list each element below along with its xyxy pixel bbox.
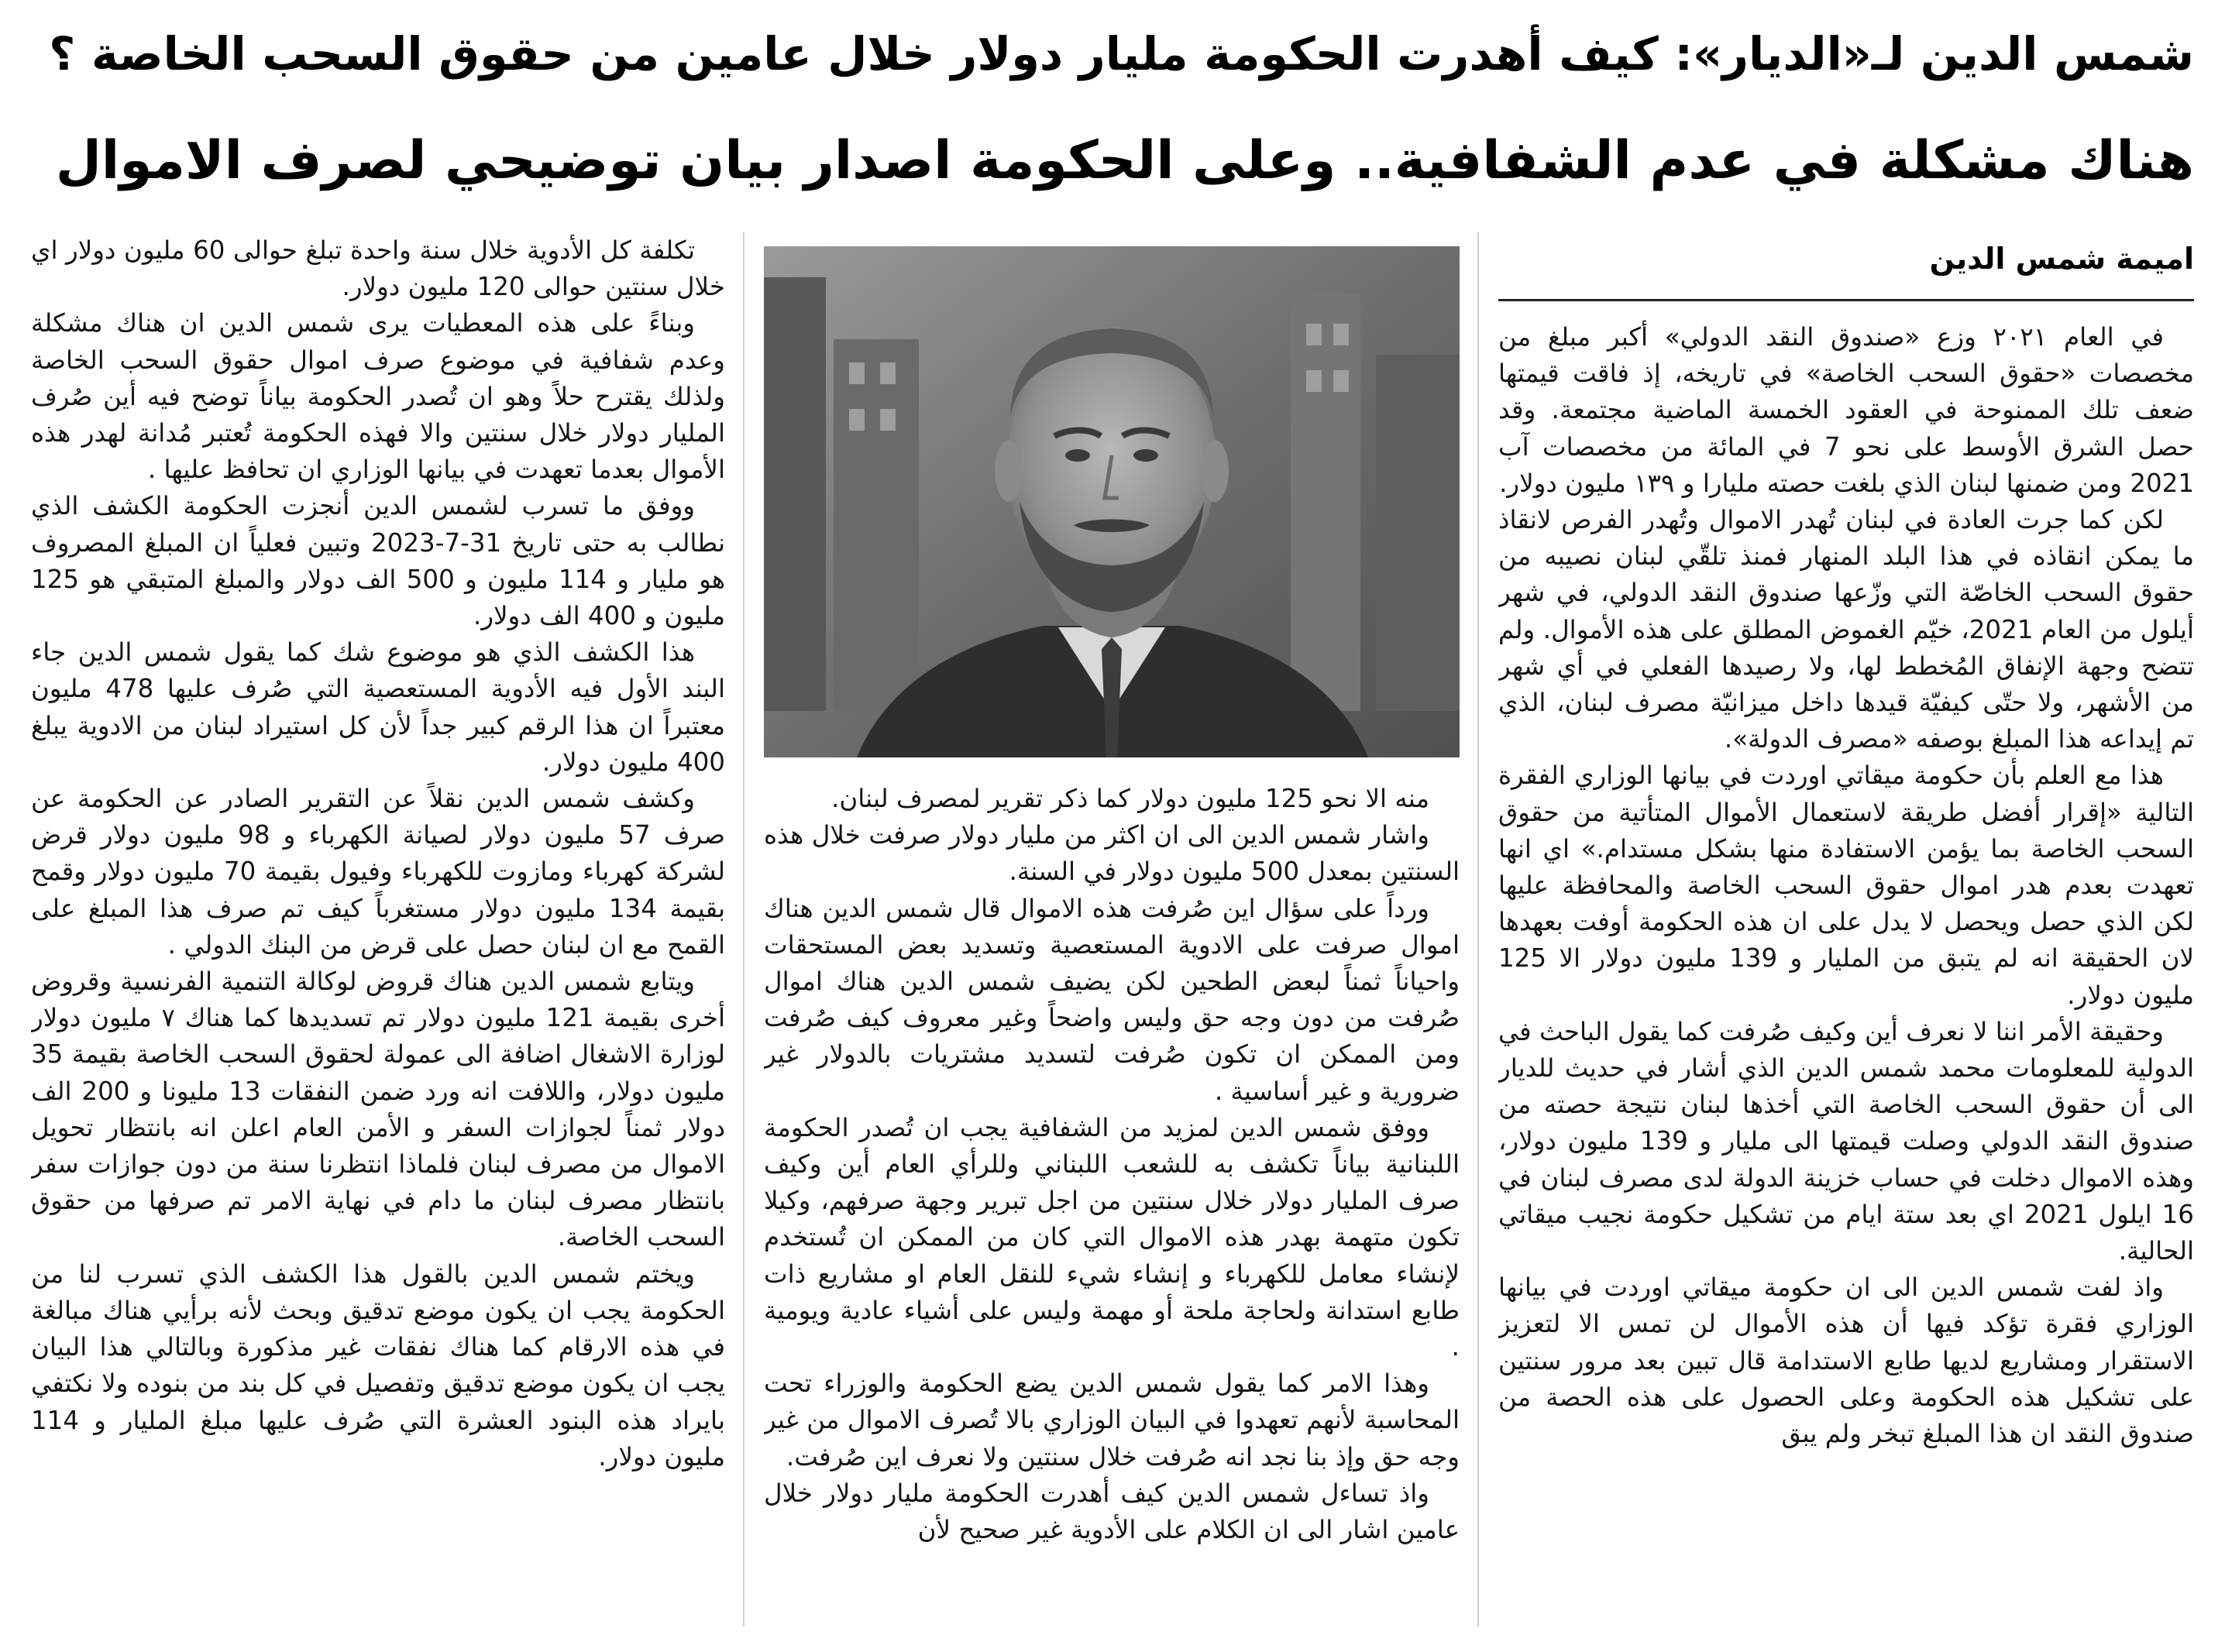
paragraph: ووفق ما تسرب لشمس الدين أنجزت الحكومة الكشف الذي نطالب به حتى تاريخ 31-7-2023 وتبين فعلياً ان المبلغ المصروف هو مليار و 114 مليون و 500 الف دولار والمبلغ المتبقي هو 125 مليون و 400 الف دولار. [31, 491, 725, 631]
paragraph: هذا مع العلم بأن حكومة ميقاتي اوردت في بيانها الوزاري الفقرة التالية «إقرار أفضل طريقة لاستعمال الأموال المتأتية من حقوق السحب الخاصة بما يؤمن الاستفادة منها بشكل مستدام.» اي انها تعهدت بعدم هدر اموال حقوق السحب الخاصة والمحافظة عليها لكن الذي حصل ويحصل لا يدل على ان هذه الحكومة أوفت بعهدها لان الحقيقة انه لم يتبق من المليار و 139 مليون دولار الا 125 مليون دولار. [1498, 761, 2194, 1010]
paragraph: ورداً على سؤال اين صُرفت هذه الاموال قال شمس الدين هناك اموال صرفت على الادوية المستعصية وتسديد بعض المستحقات واحياناً ثمناً لبعض الطحين لكن يضيف شمس الدين هناك اموال صُرفت من دون وجه حق وليس واضحاً وغير معروف كيف صُرفت ومن الممكن ان تكون صُرفت لتسديد مشتريات بالدولار غير ضرورية و غير أساسية . [764, 893, 1460, 1106]
author-byline: اميمة شمس الدين [1929, 242, 2194, 276]
paragraph: وهذا الامر كما يقول شمس الدين يضع الحكومة والوزراء تحت المحاسبة لأنهم تعهدوا في البيان الوزاري بالا تُصرف الاموال من غير وجه حق وإذ بنا نجد انه صُرفت خلال سنتين ولا نعرف اين صُرفت. [764, 1369, 1460, 1472]
paragraph: ووفق شمس الدين لمزيد من الشفافية يجب ان تُصدر الحكومة اللبنانية بياناً تكشف به للشعب اللبناني وللرأي العام أين وكيف صرف المليار دولار خلال سنتين من اجل تبرير وجهة صرفهم، وكيلا تكون متهمة بهدر هذه الاموال التي كان من الممكن ان تُستخدم لإنشاء معامل للكهرباء و إنشاء شيء للنقل العام او مشاريع ذات طابع استدانة ولحاجة ملحة أو مهمة وليس على أشياء عادية ويومية . [764, 1112, 1460, 1362]
paragraph: واشار شمس الدين الى ان اكثر من مليار دولار صرفت خلال هذه السنتين بمعدل 500 مليون دولار في السنة. [764, 820, 1460, 887]
paragraph: ويختم شمس الدين بالقول هذا الكشف الذي تسرب لنا من الحكومة يجب ان يكون موضع تدقيق وبحث لأنه برأيي هناك مبالغة في هذه الارقام كما هناك نفقات غير مذكورة وبالتالي هذا البيان يجب ان يكون موضع تدقيق وتفصيل في كل بند من بنوده ولا نكتفي بايراد هذه البنود العشرة التي صُرف عليها مبلغ المليار و 114 مليون دولار. [31, 1259, 725, 1472]
paragraph: منه الا نحو 125 مليون دولار كما ذكر تقرير لمصرف لبنان. [831, 784, 1429, 813]
paragraph: ويتابع شمس الدين هناك قروض لوكالة التنمية الفرنسية وقروض أخرى بقيمة 121 مليون دولار تم تسديدها كما هناك ٧ مليون دولار لوزارة الاشغال اضافة الى عمولة لحقوق السحب الخاصة بقيمة 35 مليون دولار، واللافت انه ورد ضمن النفقات 13 مليونا و 200 الف دولار ثمناً لجوازات السفر و الأمن العام اعلن انه بانتظار تحويل الاموال من مصرف لبنان فلماذا انتظرنا سنة من دون جوازات سفر بانتظار مصرف لبنان ما دام في نهاية الامر تم صرفها من حقوق السحب الخاصة. [31, 967, 725, 1252]
headline-line-2: هناك مشكلة في عدم الشفافية.. وعلى الحكومة اصدار بيان توضيحي لصرف الاموال [55, 130, 2194, 191]
paragraph: وبناءً على هذه المعطيات يرى شمس الدين ان هناك مشكلة وعدم شفافية في موضوع صرف اموال حقوق السحب الخاصة ولذلك يقترح حلاً وهو ان تُصدر الحكومة بياناً توضح فيه أين صُرف المليار دولار خلال سنتين والا فهذه الحكومة تُعتبر مُدانة لهدر هذه الأموال بعدما تعهدت في بيانها الوزاري ان تحافظ عليها . [31, 308, 725, 485]
article-column-right [1498, 319, 2194, 1636]
portrait-image [764, 246, 1460, 757]
paragraph: هذا الكشف الذي هو موضوع شك كما يقول شمس الدين جاء البند الأول فيه الأدوية المستعصية التي صُرف عليها 478 مليون معتبراً ان هذا الرقم كبير جداً لأن كل استيراد لبنان من الادوية يبلغ 400 مليون دولار. [31, 637, 725, 777]
portrait-photo [764, 246, 1460, 757]
article-column-left [31, 232, 725, 1626]
article-column-middle [764, 781, 1460, 1626]
paragraph: واذ تساءل شمس الدين كيف أهدرت الحكومة مليار دولار خلال عامين اشار الى ان الكلام على الأدوية غير صحيح لأن [764, 1478, 1460, 1545]
byline-divider [1498, 299, 2194, 301]
headline-line-1: شمس الدين لـ«الديار»: كيف أهدرت الحكومة مليار دولار خلال عامين من حقوق السحب الخاصة ؟ [49, 27, 2194, 81]
paragraph: تكلفة كل الأدوية خلال سنة واحدة تبلغ حوالى 60 مليون دولار اي خلال سنتين حوالى 120 مليون دولار. [31, 235, 725, 302]
paragraph: وحقيقة الأمر اننا لا نعرف أين وكيف صُرفت كما يقول الباحث في الدولية للمعلومات محمد شمس الدين الذي أشار في حديث للديار الى أن حقوق السحب الخاصة التي أخذها لبنان نتيجة حصته من صندوق النقد الدولي وصلت قيمتها الى مليار و 139 مليون دولار، وهذه الاموال دخلت في حساب خزينة الدولة لدى مصرف لبنان في 16 ايلول 2021 اي بعد ستة ايام من تشكيل حكومة نجيب ميقاتي الحالية. [1498, 1016, 2194, 1266]
paragraph: لكن كما جرت العادة في لبنان تُهدر الاموال وتُهدر الفرص لانقاذ ما يمكن انقاذه في هذا البلد المنهار فمنذ تلقّي لبنان نصيبه من حقوق السحب الخاصّة التي وزّعها صندوق النقد الدولي، في شهر أيلول من العام 2021، خيّم الغموض المطلق على هذه الأموال. ولم تتضح وجهة الإنفاق المُخطط لها، ولا رصيدها الفعلي في أي شهر من الأشهر، ولا حتّى كيفيّة قيدها داخل ميزانيّة مصرف لبنان، الذي تم إيداعه هذا المبلغ بوصفه «مصرف الدولة». [1498, 505, 2194, 754]
paragraph: وكشف شمس الدين نقلاً عن التقرير الصادر عن الحكومة عن صرف 57 مليون دولار لصيانة الكهرباء و 98 مليون دولار قرض لشركة كهرباء ومازوت للكهرباء وفيول بقيمة 70 مليون دولار وقمح بقيمة 134 مليون دولار مستغرباً كيف تم صرف هذا المبلغ على القمح مع ان لبنان حصل على قرض من البنك الدولي . [31, 784, 725, 960]
column-divider [743, 232, 745, 1626]
paragraph: في العام ٢٠٢١ وزع «صندوق النقد الدولي» أكبر مبلغ من مخصصات «حقوق السحب الخاصة» في تاريخه، إذ فاقت قيمتها ضعف تلك الممنوحة في العقود الخمسة الماضية مجتمعة. وقد حصل الشرق الأوسط على نحو 7 في المائة من مخصصات آب 2021 ومن ضمنها لبنان الذي بلغت حصته مليارا و ١٣٩ مليون دولار. [1498, 322, 2194, 498]
column-divider [1477, 232, 1479, 1626]
paragraph: واذ لفت شمس الدين الى ان حكومة ميقاتي اوردت في بيانها الوزاري فقرة تؤكد فيها أن هذه الأموال لن تمس الا لتعزيز الاستقرار ومشاريع لديها طابع الاستدامة قال تبين بعد مرور سنتين على تشكيل هذه الحكومة وعلى الحصول على هذه الحصة من صندوق النقد ان هذا المبلغ تبخر ولم يبق [1498, 1272, 2194, 1449]
